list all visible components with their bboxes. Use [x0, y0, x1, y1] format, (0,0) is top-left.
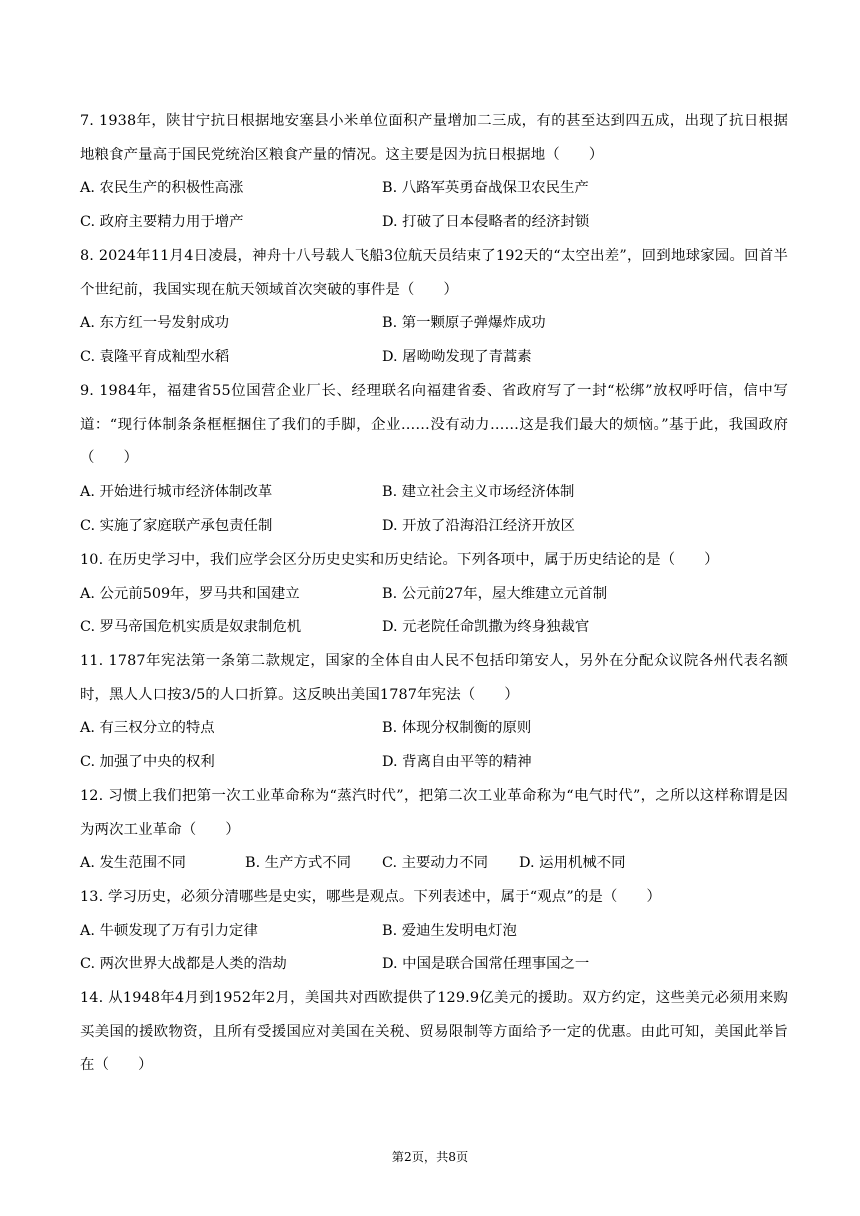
option-b: B. 第一颗原子弹爆炸成功	[382, 315, 546, 332]
question-7	[80, 105, 788, 240]
options-row	[80, 948, 788, 982]
options-row	[80, 172, 788, 206]
option-c: C. 袁隆平育成籼型水稻	[80, 349, 230, 366]
question-9	[80, 375, 788, 543]
question-8	[80, 240, 788, 375]
question-stem: 8. 2024年11月4日凌晨，神舟十八号载人飞船3位航天员结束了192天的“太空出差”，回到地球家园。回首半个世纪前，我国实现在航天领域首次突破的事件是（ ）	[80, 248, 788, 298]
question-14	[80, 982, 788, 1083]
options-row	[80, 915, 788, 949]
question-12	[80, 780, 788, 881]
option-d: D. 中国是联合国常任理事国之一	[382, 956, 590, 973]
option-a: A. 有三权分立的特点	[80, 720, 215, 737]
question-stem: 14. 从1948年4月到1952年2月，美国共对西欧提供了129.9亿美元的援助。双方约定，这些美元必须用来购买美国的援欧物资，且所有受援国应对美国在关税、贸易限制等方面给予一定的优惠。由此可知，美国此举旨在（ ）	[80, 990, 788, 1074]
option-a: A. 发生范围不同	[80, 855, 186, 872]
option-d: D. 背离自由平等的精神	[382, 754, 532, 771]
question-stem: 10. 在历史学习中，我们应学会区分历史史实和历史结论。下列各项中，属于历史结论的是（ ）	[80, 552, 719, 568]
option-c: C. 两次世界大战都是人类的浩劫	[80, 956, 287, 973]
question-10	[80, 544, 788, 645]
option-c: C. 政府主要精力用于增产	[80, 214, 244, 231]
options-row	[80, 307, 788, 341]
option-b: B. 建立社会主义市场经济体制	[382, 484, 575, 501]
options-row	[80, 712, 788, 746]
options-row	[80, 476, 788, 510]
option-d: D. 屠呦呦发现了青蒿素	[382, 349, 532, 366]
option-d: D. 打破了日本侵略者的经济封锁	[382, 214, 590, 231]
question-stem: 13. 学习历史，必须分清哪些是史实，哪些是观点。下列表述中，属于“观点”的是（ ）	[80, 889, 662, 905]
option-b: B. 爱迪生发明电灯泡	[382, 922, 517, 939]
question-stem: 12. 习惯上我们把第一次工业革命称为“蒸汽时代”，把第二次工业革命称为“电气时代”，之所以这样称谓是因为两次工业革命（ ）	[80, 788, 788, 838]
option-c: C. 加强了中央的权利	[80, 754, 215, 771]
option-d: D. 开放了沿海沿江经济开放区	[382, 517, 575, 534]
options-row	[80, 847, 788, 881]
option-b: B. 生产方式不同	[245, 855, 352, 872]
options-row	[80, 206, 788, 240]
options-row	[80, 746, 788, 780]
page-number: 第2页，共8页	[391, 1150, 469, 1164]
option-d: D. 运用机械不同	[519, 855, 626, 872]
option-a: A. 公元前509年，罗马共和国建立	[80, 585, 300, 602]
question-stem: 11. 1787年宪法第一条第二款规定，国家的全体自由人民不包括印第安人，另外在分配众议院各州代表名额时，黑人人口按3/5的人口折算。这反映出美国1787年宪法（ ）	[80, 653, 788, 703]
option-c: C. 实施了家庭联产承包责任制	[80, 517, 273, 534]
question-stem: 7. 1938年，陕甘宁抗日根据地安塞县小米单位面积产量增加二三成，有的甚至达到四五成，出现了抗日根据地粮食产量高于国民党统治区粮食产量的情况。这主要是因为抗日根据地（ ）	[80, 113, 788, 163]
options-row	[80, 341, 788, 375]
options-row	[80, 611, 788, 645]
option-a: A. 农民生产的积极性高涨	[80, 180, 244, 197]
options-row	[80, 510, 788, 544]
option-a: A. 开始进行城市经济体制改革	[80, 484, 273, 501]
question-13	[80, 881, 788, 982]
option-b: B. 体现分权制衡的原则	[382, 720, 532, 737]
option-a: A. 牛顿发现了万有引力定律	[80, 922, 258, 939]
question-stem: 9. 1984年，福建省55位国营企业厂长、经理联名向福建省委、省政府写了一封“松绑”放权呼吁信，信中写道：“现行体制条条框框捆住了我们的手脚，企业……没有动力……这是我们最大的烦恼。”基于此，我国政府（ ）	[80, 383, 788, 467]
option-d: D. 元老院任命凯撒为终身独裁官	[382, 619, 590, 636]
option-b: B. 公元前27年，屋大维建立元首制	[382, 585, 608, 602]
question-11	[80, 645, 788, 780]
option-b: B. 八路军英勇奋战保卫农民生产	[382, 180, 589, 197]
options-row	[80, 578, 788, 612]
option-c: C. 主要动力不同	[382, 855, 488, 872]
option-a: A. 东方红一号发射成功	[80, 315, 230, 332]
option-c: C. 罗马帝国危机实质是奴隶制危机	[80, 619, 302, 636]
